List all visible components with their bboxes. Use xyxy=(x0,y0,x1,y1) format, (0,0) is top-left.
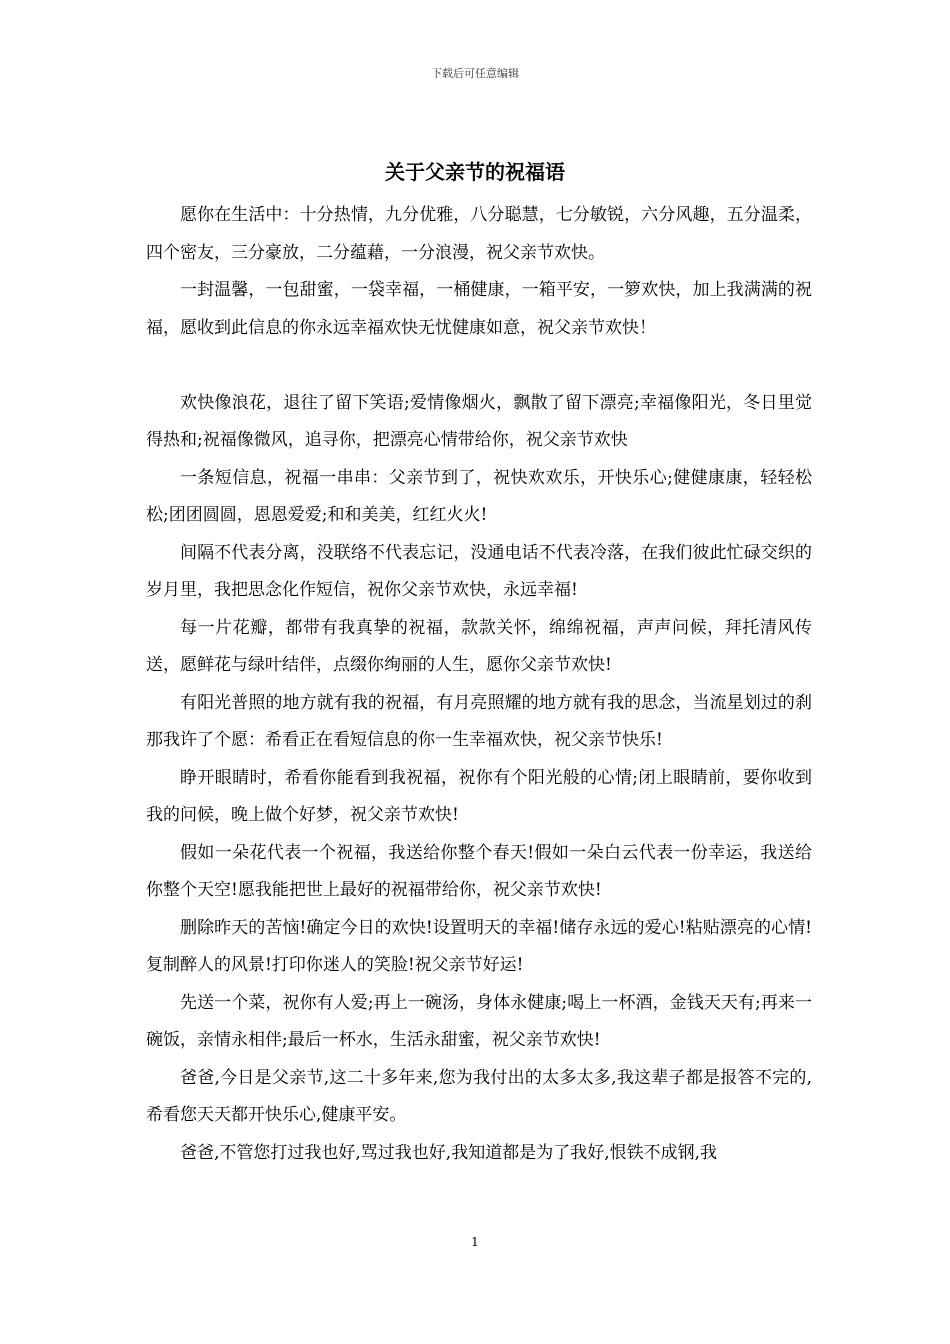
paragraph: 有阳光普照的地方就有我的祝福，有月亮照耀的地方就有我的思念，当流星划过的刹那我许了个愿：希看正在看短信息的你一生幸福欢快，祝父亲节快乐! xyxy=(146,692,812,750)
paragraph: 一封温馨，一包甜蜜，一袋幸福，一桶健康，一箱平安，一箩欢快，加上我满满的祝福，愿收到此信息的你永远幸福欢快无忧健康如意，祝父亲节欢快！ xyxy=(146,280,812,338)
paragraph: 假如一朵花代表一个祝福，我送给你整个春天!假如一朵白云代表一份幸运，我送给你整个天空!愿我能把世上最好的祝福带给你，祝父亲节欢快! xyxy=(146,842,812,900)
paragraph: 一条短信息，祝福一串串：父亲节到了，祝快欢欢乐，开快乐心;健健康康，轻轻松松;团团圆圆，恩恩爱爱;和和美美，红红火火! xyxy=(146,467,812,525)
paragraph: 睁开眼睛时，希看你能看到我祝福，祝你有个阳光般的心情;闭上眼睛前，要你收到我的问候，晚上做个好梦，祝父亲节欢快! xyxy=(146,767,812,825)
document-body xyxy=(146,197,812,1172)
paragraph: 每一片花瓣，都带有我真挚的祝福，款款关怀，绵绵祝福，声声问候，拜托清风传送，愿鲜花与绿叶结伴，点缀你绚丽的人生，愿你父亲节欢快! xyxy=(146,617,812,675)
paragraph: 欢快像浪花，退往了留下笑语;爱情像烟火，飘散了留下漂亮;幸福像阳光，冬日里觉得热和;祝福像微风，追寻你，把漂亮心情带给你，祝父亲节欢快 xyxy=(146,392,812,450)
document-title: 关于父亲节的祝福语 xyxy=(385,160,565,184)
paragraph: 爸爸,今日是父亲节,这二十多年来,您为我付出的太多太多,我这辈子都是报答不完的,希看您天天都开快乐心,健康平安。 xyxy=(146,1067,812,1125)
paragraph: 先送一个菜，祝你有人爱;再上一碗汤，身体永健康;喝上一杯酒，金钱天天有;再来一碗饭，亲情永相伴;最后一杯水，生活永甜蜜，祝父亲节欢快! xyxy=(146,992,812,1050)
paragraph: 删除昨天的苦恼!确定今日的欢快!设置明天的幸福!储存永远的爱心!粘贴漂亮的心情!复制醉人的风景!打印你迷人的笑脸!祝父亲节好运! xyxy=(146,917,812,975)
page-number: 1 xyxy=(471,1235,479,1249)
page-header: 下载后可任意编辑 xyxy=(431,67,519,80)
paragraph: 间隔不代表分离，没联络不代表忘记，没通电话不代表冷落，在我们彼此忙碌交织的岁月里，我把思念化作短信，祝你父亲节欢快，永远幸福! xyxy=(146,542,812,600)
blank-line xyxy=(146,347,812,385)
paragraph: 愿你在生活中：十分热情，九分优雅，八分聪慧，七分敏锐，六分风趣，五分温柔，四个密友，三分豪放，二分蕴藉，一分浪漫，祝父亲节欢快。 xyxy=(146,205,812,263)
paragraph: 爸爸,不管您打过我也好,骂过我也好,我知道都是为了我好,恨铁不成钢,我 xyxy=(180,1142,718,1163)
